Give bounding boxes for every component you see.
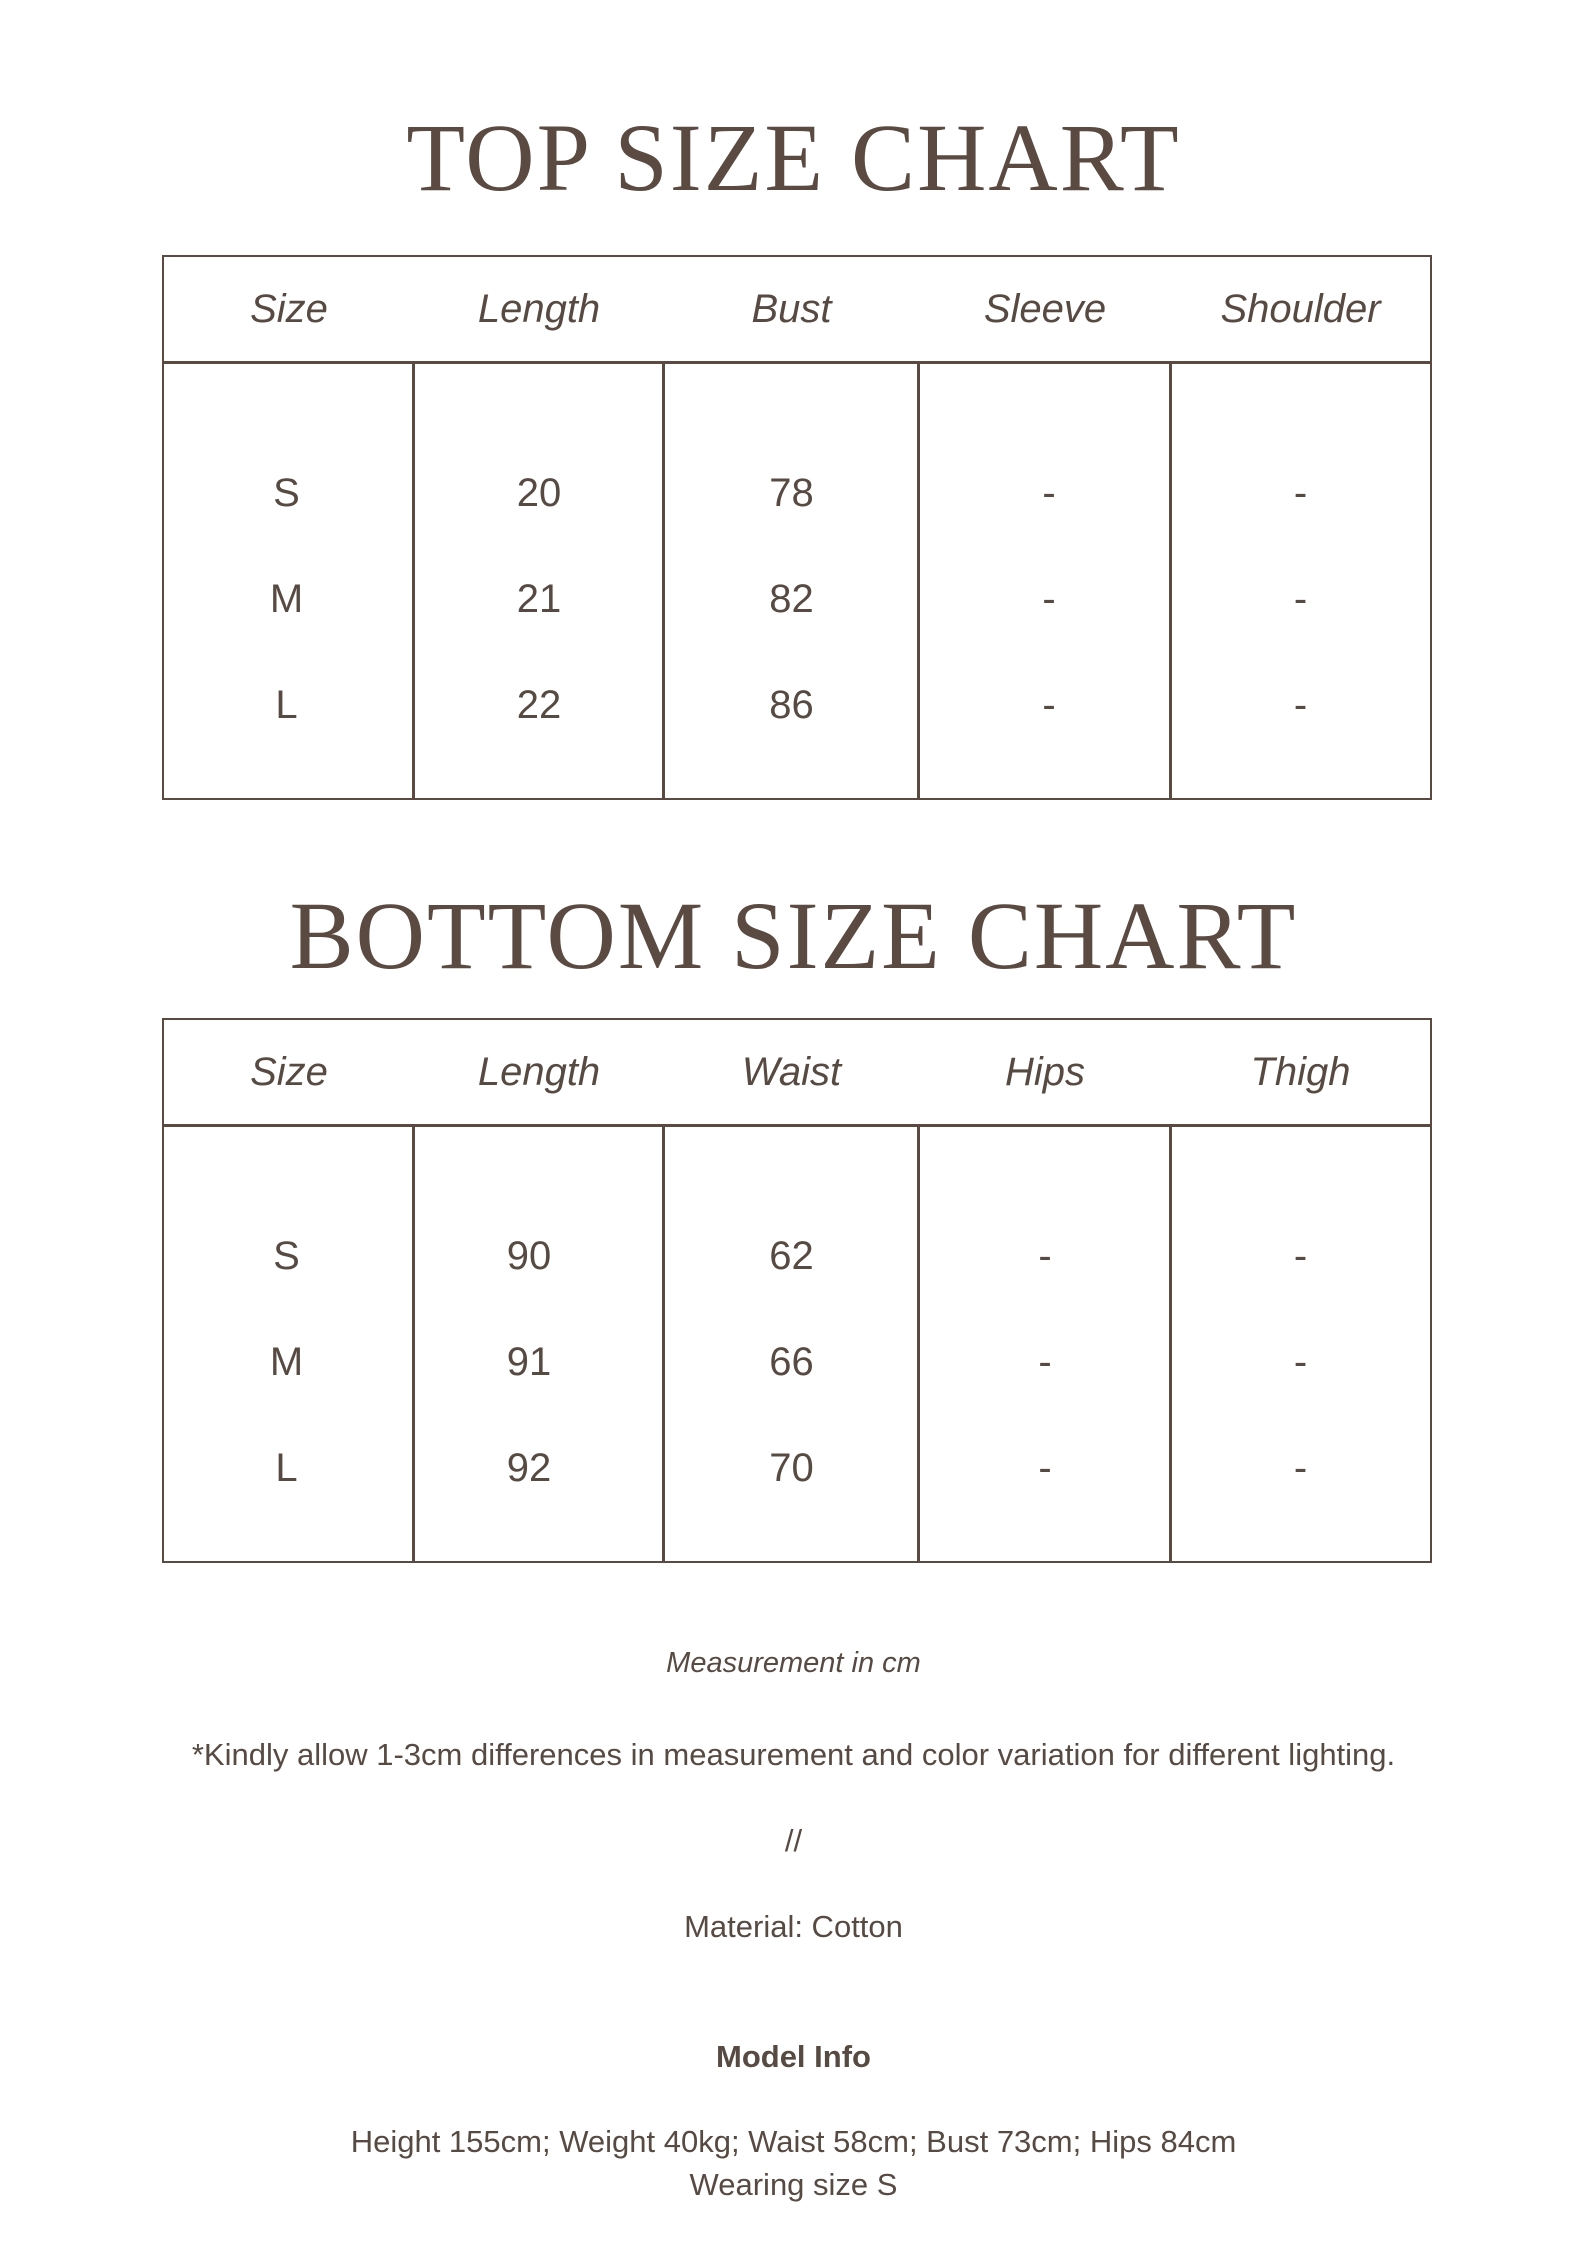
table-cell: - [1293,1340,1308,1384]
header-waist: Waist [741,1050,842,1094]
table-cell: M [269,1340,304,1384]
header-shoulder: Shoulder [1220,287,1381,331]
bottom-size-table [162,1018,1432,1563]
table-cell: - [1293,683,1308,727]
table-cell: 92 [506,1446,552,1490]
table-cell: 21 [516,577,562,621]
table-cell: L [275,683,298,727]
model-size-text: Wearing size S [689,2167,898,2202]
table-cell: - [1042,471,1056,515]
disclaimer-text: *Kindly allow 1-3cm differences in measurement and color variation for different lighting. [191,1737,1396,1772]
header-length: Length [477,1050,601,1094]
header-hips: Hips [1004,1050,1086,1094]
unit-note: Measurement in cm [666,1647,921,1679]
table-cell: 66 [769,1340,814,1384]
table-cell: - [1293,1234,1308,1278]
header-size: Size [250,1050,328,1094]
table-cell: M [269,577,304,621]
model-stats-text: Height 155cm; Weight 40kg; Waist 58cm; Bust 73cm; Hips 84cm [350,2124,1237,2159]
table-cell: - [1042,683,1056,727]
table-cell: S [273,471,300,515]
table-cell: - [1293,577,1308,621]
header-size: Size [250,287,328,331]
top-chart-title: TOP SIZE CHART [406,104,1181,211]
top-table-header [164,257,1430,364]
header-thigh: Thigh [1250,1050,1351,1094]
table-cell: 82 [769,577,814,621]
bottom-chart-title: BOTTOM SIZE CHART [289,882,1298,989]
table-cell: - [1042,577,1056,621]
table-cell: - [1038,1234,1052,1278]
header-sleeve: Sleeve [983,287,1107,331]
table-cell: 62 [769,1234,814,1278]
table-cell: 22 [516,683,562,727]
header-bust: Bust [751,287,832,331]
table-cell: 90 [506,1234,552,1278]
table-cell: 86 [769,683,814,727]
table-cell: - [1293,1446,1308,1490]
table-cell: - [1293,471,1308,515]
bottom-table-header [164,1020,1430,1127]
top-size-table [162,255,1432,800]
model-info-heading: Model Info [716,2039,871,2074]
table-cell: - [1038,1446,1052,1490]
separator: // [784,1823,803,1858]
table-cell: - [1038,1340,1052,1384]
table-cell: 78 [769,471,814,515]
table-cell: 91 [506,1340,552,1384]
material-text: Material: Cotton [684,1909,903,1944]
table-cell: S [273,1234,300,1278]
table-cell: 70 [769,1446,814,1490]
table-cell: L [275,1446,298,1490]
header-length: Length [477,287,601,331]
table-cell: 20 [516,471,562,515]
